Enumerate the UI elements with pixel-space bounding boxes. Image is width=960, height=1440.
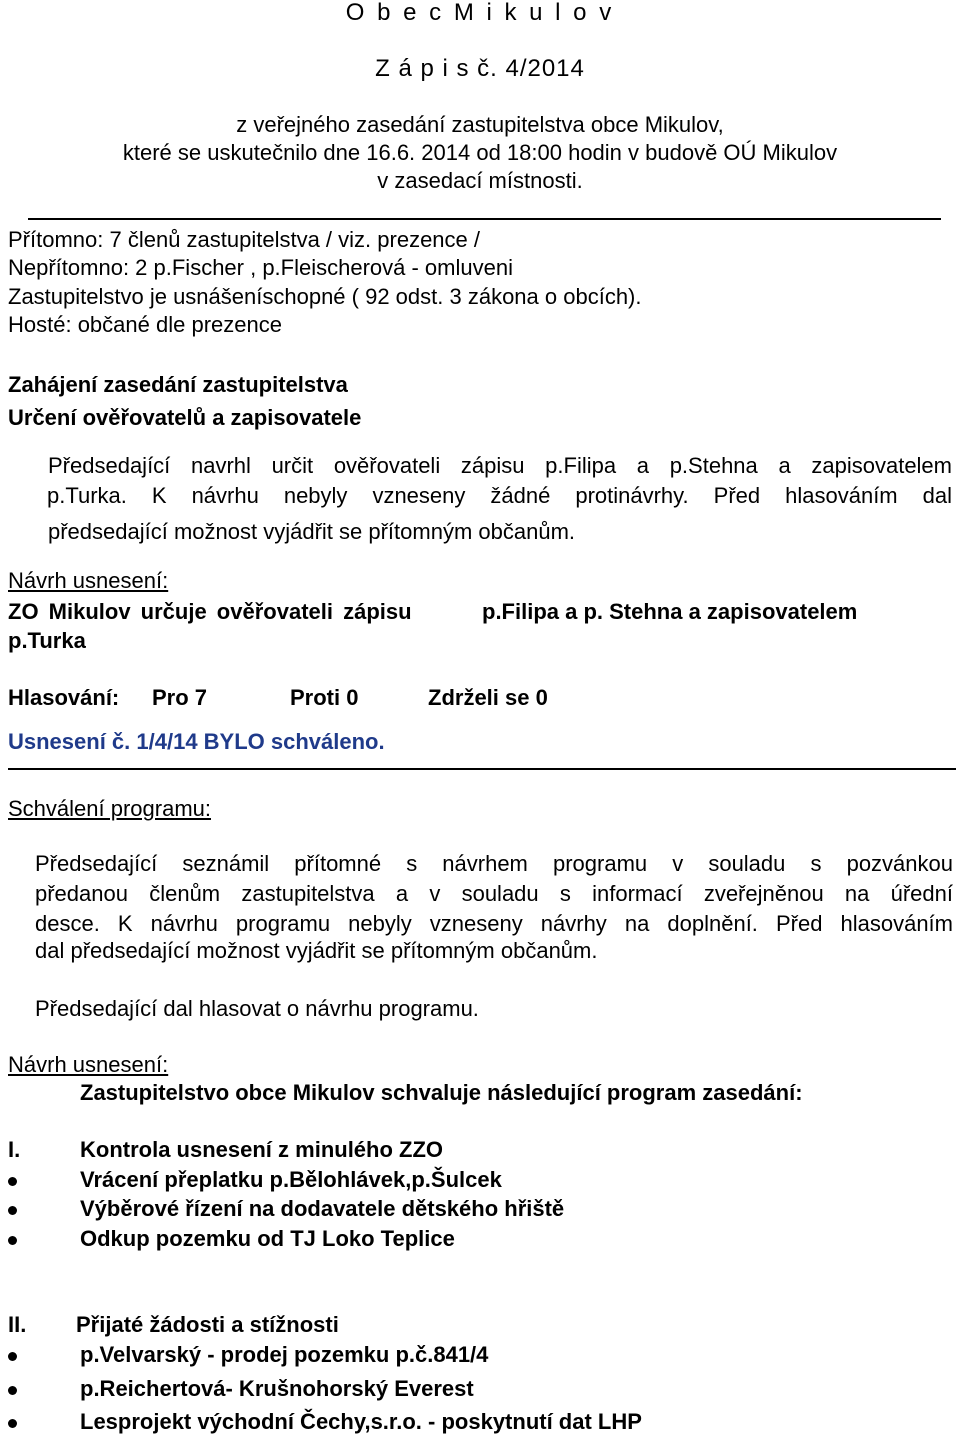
section-divider bbox=[8, 768, 956, 770]
proposal-1-line-2: p.Turka bbox=[8, 628, 86, 653]
proposal-label-1: Návrh usnesení: bbox=[8, 568, 169, 593]
vote-label: Hlasování: bbox=[8, 685, 120, 710]
program-paragraph-line-3: desce. K návrhu programu nebyly vzneseny návrhy na doplnění. Před hlasováním bbox=[35, 911, 953, 936]
attendance-quorum: Zastupitelstvo je usnášeníschopné ( 92 odst. 3 zákona o obcích). bbox=[8, 284, 642, 309]
program-section-1-title: Kontrola usnesení z minulého ZZO bbox=[80, 1137, 444, 1162]
program-item: Vrácení přeplatku p.Bělohlávek,p.Šulcek bbox=[80, 1167, 502, 1192]
subtitle-line-1: z veřejného zasedání zastupitelstva obce Mikulov, bbox=[236, 112, 724, 137]
vote-against: Proti 0 bbox=[290, 685, 359, 710]
verifiers-paragraph-line-3: předsedající možnost vyjádřit se přítomným občanům. bbox=[48, 519, 576, 544]
program-item: Lesprojekt východní Čechy,s.r.o. - poskytnutí dat LHP bbox=[80, 1409, 642, 1434]
document-number: Z á p i s č. 4/2014 bbox=[375, 55, 585, 82]
municipality-title: O b e c M i k u l o v bbox=[345, 0, 615, 26]
proposal-1-left: ZO Mikulov určuje ověřovateli zápisu bbox=[8, 599, 412, 624]
vote-abstain: Zdrželi se 0 bbox=[428, 685, 548, 710]
verifiers-paragraph-line-2: p.Turka. K návrhu nebyly vzneseny žádné protinávrhy. Před hlasováním dal bbox=[47, 483, 952, 508]
program-paragraph-line-4: dal předsedající možnost vyjádřit se přítomným občanům. bbox=[35, 938, 598, 963]
heading-opening: Zahájení zasedání zastupitelstva bbox=[8, 372, 348, 397]
program-item: p.Velvarský - prodej pozemku p.č.841/4 bbox=[80, 1342, 489, 1367]
proposal-1-right: p.Filipa a p. Stehna a zapisovatelem bbox=[482, 599, 858, 624]
heading-program-approval: Schválení programu: bbox=[8, 796, 211, 821]
program-section-2-title: Přijaté žádosti a stížnosti bbox=[76, 1312, 339, 1337]
program-item: p.Reichertová- Krušnohorský Everest bbox=[80, 1376, 474, 1401]
vote-for: Pro 7 bbox=[152, 685, 208, 710]
proposal-label-2: Návrh usnesení: bbox=[8, 1052, 169, 1077]
proposal-2-text: Zastupitelstvo obce Mikulov schvaluje následující program zasedání: bbox=[80, 1080, 803, 1105]
program-paragraph bbox=[35, 849, 953, 939]
program-section-1-numeral: I. bbox=[8, 1137, 21, 1162]
resolution-status: Usnesení č. 1/4/14 BYLO schváleno. bbox=[8, 729, 385, 754]
bullet-icon bbox=[8, 1386, 17, 1395]
program-item: Výběrové řízení na dodavatele dětského hřiště bbox=[80, 1196, 565, 1221]
bullet-icon bbox=[8, 1177, 17, 1186]
bullet-icon bbox=[8, 1419, 17, 1428]
subtitle-line-3: v zasedací místnosti. bbox=[377, 168, 583, 193]
bullet-icon bbox=[8, 1352, 17, 1361]
program-paragraph-line-1: Předsedající seznámil přítomné s návrhem programu v souladu s pozvánkou bbox=[35, 851, 953, 876]
heading-verifiers: Určení ověřovatelů a zapisovatele bbox=[8, 405, 362, 430]
bullet-icon bbox=[8, 1206, 17, 1215]
verifiers-paragraph-line-1: Předsedající navrhl určit ověřovateli zápisu p.Filipa a p.Stehna a zapisovatelem bbox=[48, 453, 952, 478]
header-divider bbox=[28, 218, 941, 220]
bullet-icon bbox=[8, 1236, 17, 1245]
program-item: Odkup pozemku od TJ Loko Teplice bbox=[80, 1226, 455, 1251]
program-paragraph-line-2: předanou členům zastupitelstva a v souladu s informací zveřejněnou na úřední bbox=[35, 881, 953, 906]
attendance-present: Přítomno: 7 členů zastupitelstva / viz. prezence / bbox=[8, 227, 481, 252]
verifiers-paragraph bbox=[48, 451, 952, 511]
program-vote-call: Předsedající dal hlasovat o návrhu programu. bbox=[35, 996, 479, 1021]
attendance-guests: Hosté: občané dle prezence bbox=[8, 312, 282, 337]
program-section-2-numeral: II. bbox=[8, 1312, 27, 1337]
attendance-absent: Nepřítomno: 2 p.Fischer , p.Fleischerová - omluveni bbox=[8, 255, 513, 280]
subtitle-line-2: které se uskutečnilo dne 16.6. 2014 od 18:00 hodin v budově OÚ Mikulov bbox=[122, 140, 838, 165]
